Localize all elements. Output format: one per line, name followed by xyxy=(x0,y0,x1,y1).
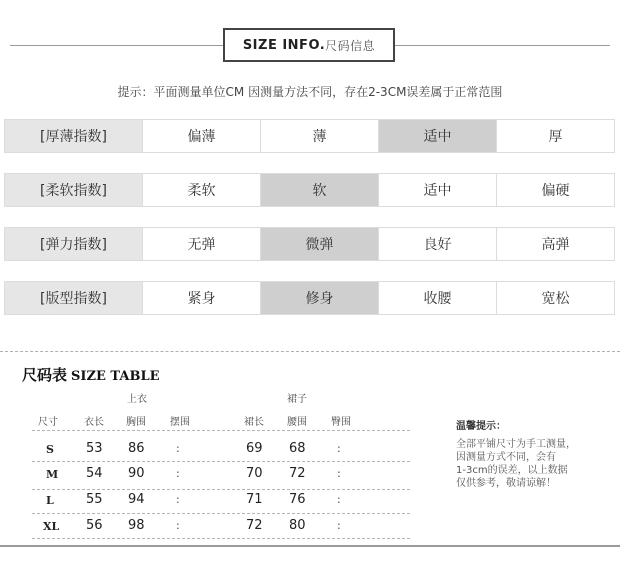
table-cell-empty: : xyxy=(176,467,180,480)
table-cell: 69 xyxy=(246,441,263,456)
size-table-header: 尺寸 xyxy=(38,417,58,428)
table-cell: 68 xyxy=(289,441,306,456)
size-table-header: 裙长 xyxy=(244,417,264,428)
index-label: [柔软指数] xyxy=(4,173,143,207)
table-cell: 90 xyxy=(128,466,145,481)
warm-note-line: 因测量方式不同，会有 xyxy=(456,452,556,463)
table-cell: 94 xyxy=(128,492,145,507)
index-option: 偏薄 xyxy=(143,119,261,153)
index-row xyxy=(4,119,616,153)
table-cell: 54 xyxy=(86,466,103,481)
size-table-header: 胸围 xyxy=(126,417,146,428)
table-cell: 70 xyxy=(246,466,263,481)
table-cell: 80 xyxy=(289,518,306,533)
table-rule xyxy=(32,513,410,514)
section-divider xyxy=(0,351,620,352)
index-option: 柔软 xyxy=(143,173,261,207)
group-label-bottom: 裙子 xyxy=(287,394,307,405)
table-cell-empty: : xyxy=(337,467,341,480)
size-label: S xyxy=(46,443,54,456)
index-option-selected: 微弹 xyxy=(261,227,379,261)
index-label: [弹力指数] xyxy=(4,227,143,261)
warm-note-line: 1-3cm的误差，以上数据 xyxy=(456,465,568,476)
table-cell-empty: : xyxy=(337,493,341,506)
size-label: M xyxy=(46,468,59,481)
index-option: 厚 xyxy=(497,119,615,153)
size-table-header: 衣长 xyxy=(84,417,104,428)
section-title xyxy=(223,28,395,62)
index-label: [厚薄指数] xyxy=(4,119,143,153)
table-rule xyxy=(32,489,410,490)
table-cell: 53 xyxy=(86,441,103,456)
table-cell: 71 xyxy=(246,492,263,507)
warm-note-line: 仅供参考，敬请谅解！ xyxy=(456,478,556,489)
table-rule xyxy=(32,538,410,539)
index-option: 偏硬 xyxy=(497,173,615,207)
table-rule xyxy=(32,461,410,462)
table-cell-empty: : xyxy=(337,442,341,455)
size-table-title xyxy=(22,364,160,385)
size-table-header: 腰围 xyxy=(287,417,307,428)
index-option: 宽松 xyxy=(497,281,615,315)
index-option-selected: 修身 xyxy=(261,281,379,315)
index-row xyxy=(4,227,616,261)
table-cell: 72 xyxy=(246,518,263,533)
table-rule xyxy=(32,430,410,431)
table-cell: 56 xyxy=(86,518,103,533)
index-label: [版型指数] xyxy=(4,281,143,315)
table-cell: 72 xyxy=(289,466,306,481)
table-cell-empty: : xyxy=(337,519,341,532)
table-cell: 76 xyxy=(289,492,306,507)
index-row xyxy=(4,173,616,207)
size-table-title-en: SIZE TABLE xyxy=(71,369,160,384)
size-table-header: 摆围 xyxy=(170,417,190,428)
header-line-right xyxy=(395,45,610,46)
index-option-selected: 软 xyxy=(261,173,379,207)
table-cell: 98 xyxy=(128,518,145,533)
group-label-top: 上衣 xyxy=(127,394,147,405)
table-cell-empty: : xyxy=(176,442,180,455)
header-line-left xyxy=(10,45,223,46)
warm-note-title: 温馨提示： xyxy=(456,421,506,432)
table-cell: 86 xyxy=(128,441,145,456)
index-option: 高弹 xyxy=(497,227,615,261)
index-option: 紧身 xyxy=(143,281,261,315)
section-title-en: SIZE INFO. xyxy=(242,37,326,53)
index-option: 良好 xyxy=(379,227,497,261)
index-option: 薄 xyxy=(261,119,379,153)
bottom-rule xyxy=(0,545,620,547)
size-table-header: 臀围 xyxy=(331,417,351,428)
measure-hint: 提示：平面测量单位CM 因测量方法不同，存在2-3CM误差属于正常范围 xyxy=(117,85,503,99)
table-cell: 55 xyxy=(86,492,103,507)
warm-note xyxy=(456,420,606,490)
index-option-selected: 适中 xyxy=(379,119,497,153)
size-label: XL xyxy=(43,520,60,533)
index-option: 无弹 xyxy=(143,227,261,261)
table-cell-empty: : xyxy=(176,493,180,506)
table-cell-empty: : xyxy=(176,519,180,532)
size-label: L xyxy=(46,494,54,507)
section-title-zh: 尺码信息 xyxy=(325,38,376,53)
warm-note-line: 全部平铺尺寸为手工测量， xyxy=(456,439,576,450)
index-option: 收腰 xyxy=(379,281,497,315)
index-option: 适中 xyxy=(379,173,497,207)
size-table-title-zh: 尺码表 xyxy=(22,366,68,384)
index-row xyxy=(4,281,616,315)
